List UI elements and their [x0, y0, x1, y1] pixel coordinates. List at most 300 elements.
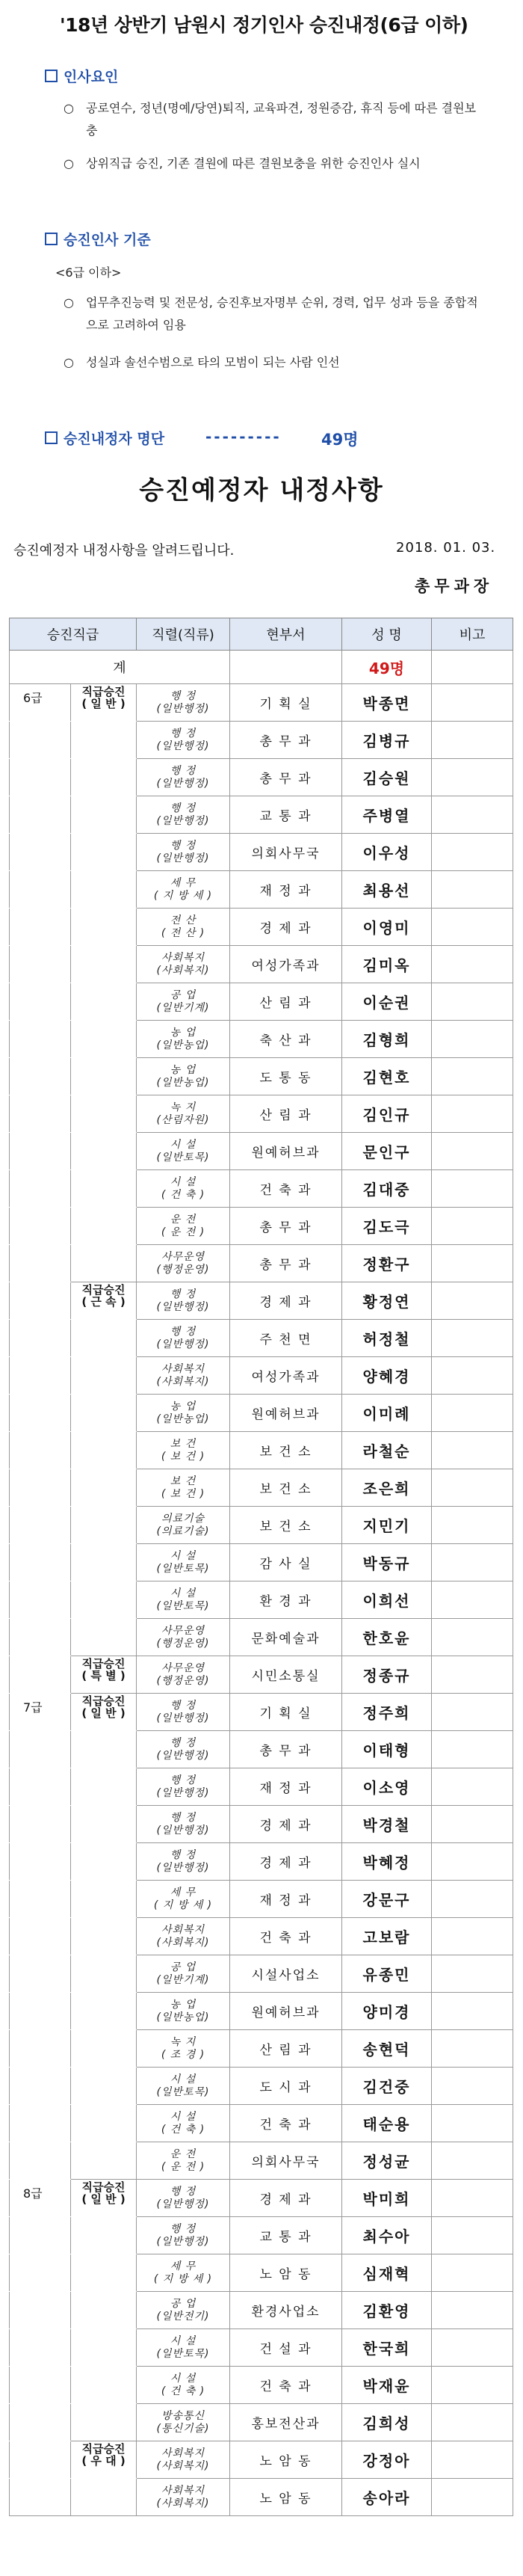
department-cell: 산 림 과: [230, 2030, 342, 2068]
category-cell: [71, 1133, 137, 1170]
job-series-cell: 농 업 (일반농업): [137, 1021, 230, 1058]
job-series-cell: 사회복지 (사회복지): [137, 1357, 230, 1395]
department-cell: 건 축 과: [230, 1170, 342, 1208]
grade-cell: [10, 2217, 71, 2254]
name-cell: 김병규: [342, 722, 432, 759]
department-cell: 교 통 과: [230, 2217, 342, 2254]
category-cell: [71, 1095, 137, 1133]
name-cell: 이소영: [342, 1768, 432, 1806]
category-cell: [71, 1918, 137, 1955]
table-row: [10, 759, 513, 796]
job-series-cell: 행 정 (일반행정): [137, 1843, 230, 1881]
name-cell: 정환구: [342, 1245, 432, 1282]
job-series-cell: 행 정 (일반행정): [137, 759, 230, 796]
category-cell: [71, 1768, 137, 1806]
square-bullet-icon: [45, 431, 58, 444]
table-row: [10, 946, 513, 983]
note-cell: [432, 2292, 513, 2329]
category-cell: [71, 759, 137, 796]
category-label: 직급승진 ( 일 반 ): [81, 2180, 126, 2206]
name-cell: 김희성: [342, 2404, 432, 2441]
table-row: [10, 1432, 513, 1469]
table-row: [10, 2180, 513, 2217]
department-cell: 감 사 실: [230, 1544, 342, 1581]
table-row: [10, 2105, 513, 2142]
grade-cell: [10, 1731, 71, 1768]
name-cell: 황정연: [342, 1282, 432, 1320]
job-series-cell: 방송통신 (통신기술): [137, 2404, 230, 2441]
name-cell: 김건중: [342, 2068, 432, 2105]
grade-cell: [10, 1806, 71, 1843]
grade-cell: [10, 1095, 71, 1133]
category-cell: [71, 2030, 137, 2068]
table-row: [10, 1955, 513, 1993]
issuing-department: 총무과장: [415, 577, 494, 595]
job-series-cell: 행 정 (일반행정): [137, 2180, 230, 2217]
square-bullet-icon: [45, 233, 58, 245]
table-row: [10, 1656, 513, 1694]
category-cell: [71, 1021, 137, 1058]
note-cell: [432, 2030, 513, 2068]
note-cell: [432, 1544, 513, 1581]
department-cell: 산 림 과: [230, 983, 342, 1021]
category-cell: [71, 2441, 137, 2479]
note-cell: [432, 2217, 513, 2254]
category-cell: [71, 1432, 137, 1469]
job-series-cell: 행 정 (일반행정): [137, 2217, 230, 2254]
grade-cell: 6급: [10, 684, 71, 722]
announcement-date: 2018. 01. 03.: [396, 540, 496, 556]
job-series-cell: 농 업 (일반농업): [137, 1395, 230, 1432]
name-cell: 송아라: [342, 2479, 432, 2516]
header-job: 직렬(직류): [137, 618, 230, 651]
department-cell: 건 축 과: [230, 2105, 342, 2142]
note-cell: [432, 1432, 513, 1469]
grade-cell: [10, 1058, 71, 1095]
note-cell: [432, 2142, 513, 2180]
job-series-cell: 행 정 (일반행정): [137, 1731, 230, 1768]
note-cell: [432, 1245, 513, 1282]
job-series-cell: 사무운영 (행정운영): [137, 1245, 230, 1282]
name-cell: 박동규: [342, 1544, 432, 1581]
name-cell: 김승원: [342, 759, 432, 796]
department-cell: 경 제 과: [230, 1806, 342, 1843]
job-series-cell: 사회복지 (사회복지): [137, 2479, 230, 2516]
name-cell: 라철순: [342, 1432, 432, 1469]
category-cell: [71, 1544, 137, 1581]
table-row: [10, 1320, 513, 1357]
grade-cell: [10, 1170, 71, 1208]
category-label: 직급승진 ( 근 속 ): [81, 1283, 126, 1309]
name-cell: 김환영: [342, 2292, 432, 2329]
grade-cell: [10, 1881, 71, 1918]
table-row: [10, 2292, 513, 2329]
department-cell: 여성가족과: [230, 1357, 342, 1395]
department-cell: 도 시 과: [230, 2068, 342, 2105]
category-cell: [71, 834, 137, 871]
note-cell: [432, 834, 513, 871]
table-row: [10, 1619, 513, 1656]
name-cell: 송현덕: [342, 2030, 432, 2068]
job-series-cell: 행 정 (일반행정): [137, 1768, 230, 1806]
table-row: [10, 2441, 513, 2479]
note-cell: [432, 1993, 513, 2030]
grade-cell: [10, 759, 71, 796]
job-series-cell: 농 업 (일반농업): [137, 1058, 230, 1095]
total-row: [10, 651, 513, 684]
note-cell: [432, 759, 513, 796]
name-cell: 강문구: [342, 1881, 432, 1918]
announcement-intro: 승진예정자 내정사항을 알려드립니다.: [13, 543, 235, 559]
grade-cell: [10, 2441, 71, 2479]
name-cell: 한호윤: [342, 1619, 432, 1656]
table-row: [10, 1731, 513, 1768]
department-cell: 시설사업소: [230, 1955, 342, 1993]
category-cell: [71, 1170, 137, 1208]
department-cell: 여성가족과: [230, 946, 342, 983]
table-row: [10, 722, 513, 759]
table-row: [10, 1357, 513, 1395]
job-series-cell: 시 설 ( 건 축 ): [137, 1170, 230, 1208]
category-cell: [71, 2068, 137, 2105]
name-cell: 김대중: [342, 1170, 432, 1208]
name-cell: 김인규: [342, 1095, 432, 1133]
name-cell: 이영미: [342, 909, 432, 946]
table-row: [10, 1245, 513, 1282]
department-cell: 문화예술과: [230, 1619, 342, 1656]
department-cell: 경 제 과: [230, 2180, 342, 2217]
note-cell: [432, 1133, 513, 1170]
table-row: [10, 2217, 513, 2254]
job-series-cell: 행 정 (일반행정): [137, 1320, 230, 1357]
grade-cell: [10, 2105, 71, 2142]
category-cell: [71, 2105, 137, 2142]
table-row: [10, 1095, 513, 1133]
category-cell: [71, 1619, 137, 1656]
category-cell: [71, 2404, 137, 2441]
name-cell: 한국희: [342, 2329, 432, 2367]
table-row: [10, 1806, 513, 1843]
table-row: [10, 1170, 513, 1208]
department-cell: 환경사업소: [230, 2292, 342, 2329]
table-row: [10, 1133, 513, 1170]
category-cell: [71, 2180, 137, 2217]
job-series-cell: 사회복지 (사회복지): [137, 2441, 230, 2479]
grade-cell: [10, 2142, 71, 2180]
note-cell: [432, 796, 513, 834]
job-series-cell: 행 정 (일반행정): [137, 834, 230, 871]
note-cell: [432, 1282, 513, 1320]
table-row: [10, 1058, 513, 1095]
grade-cell: [10, 909, 71, 946]
note-cell: [432, 1320, 513, 1357]
job-series-cell: 시 설 (일반토목): [137, 1581, 230, 1619]
table-row: [10, 871, 513, 909]
name-cell: 김미옥: [342, 946, 432, 983]
grade-cell: [10, 1320, 71, 1357]
category-cell: [71, 1581, 137, 1619]
note-cell: [432, 1058, 513, 1095]
table-row: [10, 1768, 513, 1806]
category-cell: [71, 1993, 137, 2030]
name-cell: 박경철: [342, 1806, 432, 1843]
total-value: 49명: [342, 651, 432, 684]
department-cell: 보 건 소: [230, 1507, 342, 1544]
total-label: 계: [10, 651, 230, 684]
category-cell: [71, 2479, 137, 2516]
department-cell: 보 건 소: [230, 1469, 342, 1507]
name-cell: 양혜경: [342, 1357, 432, 1395]
table-row: [10, 1469, 513, 1507]
department-cell: 산 림 과: [230, 1095, 342, 1133]
job-series-cell: 공 업 (일반기계): [137, 983, 230, 1021]
grade-cell: [10, 983, 71, 1021]
grade-cell: [10, 946, 71, 983]
grade-cell: [10, 1245, 71, 1282]
bullet-item: ○ 업무추진능력 및 전문성, 승진후보자명부 순위, 경력, 업무 성과 등을 종합적으로 고려하여 임용: [64, 295, 478, 332]
grade-cell: [10, 722, 71, 759]
job-series-cell: 사회복지 (사회복지): [137, 1918, 230, 1955]
department-cell: 홍보전산과: [230, 2404, 342, 2441]
name-cell: 지민기: [342, 1507, 432, 1544]
grade-cell: [10, 1581, 71, 1619]
department-cell: 총 무 과: [230, 722, 342, 759]
category-cell: [71, 1469, 137, 1507]
table-row: [10, 2479, 513, 2516]
name-cell: 정성균: [342, 2142, 432, 2180]
grade-cell: [10, 1918, 71, 1955]
table-row: [10, 1881, 513, 1918]
table-row: [10, 983, 513, 1021]
category-cell: [71, 684, 137, 722]
note-cell: [432, 1806, 513, 1843]
table-row: [10, 684, 513, 722]
grade-cell: [10, 1619, 71, 1656]
job-series-cell: 세 무 ( 지 방 세 ): [137, 2254, 230, 2292]
job-series-cell: 운 전 ( 운 전 ): [137, 1208, 230, 1245]
note-cell: [432, 983, 513, 1021]
job-series-cell: 시 설 (일반토목): [137, 2068, 230, 2105]
category-cell: [71, 946, 137, 983]
note-cell: [432, 1170, 513, 1208]
job-series-cell: 사회복지 (사회복지): [137, 946, 230, 983]
department-cell: 총 무 과: [230, 1731, 342, 1768]
note-cell: [432, 1581, 513, 1619]
note-cell: [432, 722, 513, 759]
category-cell: [71, 2217, 137, 2254]
category-cell: [71, 1357, 137, 1395]
table-row: [10, 2329, 513, 2367]
name-cell: 박재윤: [342, 2367, 432, 2404]
nominee-count: 49명: [321, 431, 359, 449]
note-cell: [432, 1694, 513, 1731]
department-cell: 총 무 과: [230, 759, 342, 796]
table-row: [10, 1694, 513, 1731]
department-cell: 교 통 과: [230, 796, 342, 834]
name-cell: 이미례: [342, 1395, 432, 1432]
category-cell: [71, 1843, 137, 1881]
category-cell: [71, 2367, 137, 2404]
table-row: [10, 1544, 513, 1581]
category-label: 직급승진 ( 일 반 ): [81, 685, 126, 710]
name-cell: 양미경: [342, 1993, 432, 2030]
category-cell: [71, 1208, 137, 1245]
note-cell: [432, 1469, 513, 1507]
department-cell: 경 제 과: [230, 1282, 342, 1320]
name-cell: 박미희: [342, 2180, 432, 2217]
note-cell: [432, 871, 513, 909]
category-cell: [71, 796, 137, 834]
grade-cell: [10, 1021, 71, 1058]
name-cell: 김도극: [342, 1208, 432, 1245]
department-cell: 재 정 과: [230, 871, 342, 909]
grade-cell: [10, 1843, 71, 1881]
department-cell: 경 제 과: [230, 1843, 342, 1881]
table-row: [10, 1208, 513, 1245]
grade-cell: [10, 2292, 71, 2329]
note-cell: [432, 1507, 513, 1544]
job-series-cell: 공 업 (일반전기): [137, 2292, 230, 2329]
grade-cell: [10, 1507, 71, 1544]
total-note: [432, 651, 513, 684]
job-series-cell: 세 무 ( 지 방 세 ): [137, 1881, 230, 1918]
note-cell: [432, 1021, 513, 1058]
table-row: [10, 2142, 513, 2180]
grade-cell: [10, 796, 71, 834]
header-dept: 현부서: [230, 618, 342, 651]
category-cell: [71, 1507, 137, 1544]
grade-cell: 8급: [10, 2180, 71, 2217]
grade-cell: [10, 1993, 71, 2030]
department-cell: 시민소통실: [230, 1656, 342, 1694]
department-cell: 원예허브과: [230, 1993, 342, 2030]
department-cell: 원예허브과: [230, 1395, 342, 1432]
note-cell: [432, 2180, 513, 2217]
category-cell: [71, 1320, 137, 1357]
bullet-item: ○ 성실과 솔선수범으로 타의 모범이 되는 사람 인선: [64, 355, 340, 369]
note-cell: [432, 1881, 513, 1918]
name-cell: 김형희: [342, 1021, 432, 1058]
department-cell: 환 경 과: [230, 1581, 342, 1619]
grade-cell: [10, 1656, 71, 1694]
category-cell: [71, 2254, 137, 2292]
table-row: [10, 1021, 513, 1058]
department-cell: 노 암 동: [230, 2254, 342, 2292]
note-cell: [432, 1208, 513, 1245]
note-cell: [432, 1395, 513, 1432]
note-cell: [432, 1095, 513, 1133]
department-cell: 도 통 동: [230, 1058, 342, 1095]
table-row: [10, 1918, 513, 1955]
name-cell: 문인구: [342, 1133, 432, 1170]
job-series-cell: 시 설 ( 건 축 ): [137, 2105, 230, 2142]
note-cell: [432, 2404, 513, 2441]
grade-cell: [10, 1955, 71, 1993]
category-cell: [71, 1058, 137, 1095]
job-series-cell: 보 건 ( 보 건 ): [137, 1469, 230, 1507]
note-cell: [432, 2254, 513, 2292]
department-cell: 의회사무국: [230, 2142, 342, 2180]
grade-cell: [10, 2329, 71, 2367]
table-header-row: [10, 618, 513, 651]
job-series-cell: 행 정 (일반행정): [137, 796, 230, 834]
category-cell: [71, 1694, 137, 1731]
note-cell: [432, 1619, 513, 1656]
bullet-item: ○ 공로연수, 정년(명예/당연)퇴직, 교육파견, 정원증감, 휴직 등에 따른 결원보충: [64, 101, 477, 138]
note-cell: [432, 1843, 513, 1881]
category-cell: [71, 1282, 137, 1320]
name-cell: 심재혁: [342, 2254, 432, 2292]
note-cell: [432, 1731, 513, 1768]
note-cell: [432, 1656, 513, 1694]
job-series-cell: 시 설 ( 건 축 ): [137, 2367, 230, 2404]
category-cell: [71, 2142, 137, 2180]
category-cell: [71, 2292, 137, 2329]
note-cell: [432, 684, 513, 722]
department-cell: 기 획 실: [230, 1694, 342, 1731]
table-row: [10, 2254, 513, 2292]
note-cell: [432, 2105, 513, 2142]
grade-cell: [10, 1544, 71, 1581]
criteria-subheading: <6급 이하>: [55, 265, 122, 280]
department-cell: 건 축 과: [230, 2367, 342, 2404]
job-series-cell: 행 정 (일반행정): [137, 1694, 230, 1731]
category-cell: [71, 1656, 137, 1694]
category-cell: [71, 1731, 137, 1768]
table-row: [10, 2030, 513, 2068]
grade-cell: 7급: [10, 1694, 71, 1731]
department-cell: 주 천 면: [230, 1320, 342, 1357]
name-cell: 정주희: [342, 1694, 432, 1731]
job-series-cell: 녹 지 (산림자원): [137, 1095, 230, 1133]
name-cell: 이우성: [342, 834, 432, 871]
note-cell: [432, 909, 513, 946]
table-row: [10, 1282, 513, 1320]
department-cell: 노 암 동: [230, 2479, 342, 2516]
category-cell: [71, 983, 137, 1021]
job-series-cell: 시 설 (일반토목): [137, 1544, 230, 1581]
grade-cell: [10, 1469, 71, 1507]
name-cell: 이희선: [342, 1581, 432, 1619]
department-cell: 경 제 과: [230, 909, 342, 946]
grade-cell: [10, 2479, 71, 2516]
total-blank: [230, 651, 342, 684]
category-cell: [71, 2329, 137, 2367]
job-series-cell: 행 정 (일반행정): [137, 722, 230, 759]
section-heading-personnel-factors: 인사요인: [45, 66, 118, 86]
job-series-cell: 행 정 (일반행정): [137, 684, 230, 722]
table-row: [10, 796, 513, 834]
name-cell: 최용선: [342, 871, 432, 909]
department-cell: 기 획 실: [230, 684, 342, 722]
category-cell: [71, 1245, 137, 1282]
promotion-table: [9, 618, 513, 2516]
note-cell: [432, 1955, 513, 1993]
department-cell: 건 축 과: [230, 1918, 342, 1955]
table-row: [10, 1395, 513, 1432]
grade-cell: [10, 871, 71, 909]
category-cell: [71, 1881, 137, 1918]
job-series-cell: 공 업 (일반기계): [137, 1955, 230, 1993]
department-cell: 총 무 과: [230, 1245, 342, 1282]
department-cell: 보 건 소: [230, 1432, 342, 1469]
grade-cell: [10, 1208, 71, 1245]
job-series-cell: 행 정 (일반행정): [137, 1282, 230, 1320]
table-row: [10, 1507, 513, 1544]
grade-cell: [10, 2404, 71, 2441]
table-row: [10, 909, 513, 946]
category-cell: [71, 1955, 137, 1993]
